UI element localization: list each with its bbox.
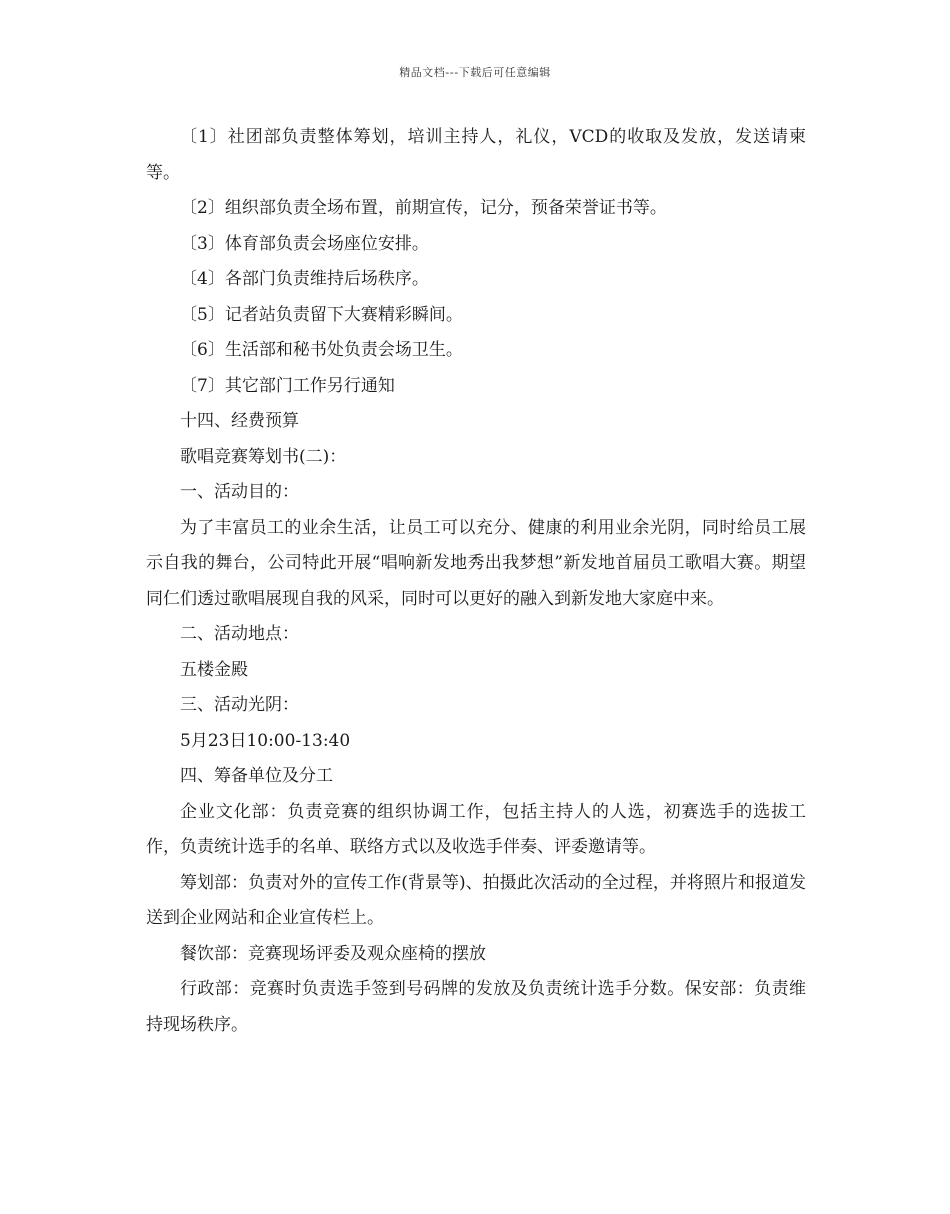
paragraph: 餐饮部：竞赛现场评委及观众座椅的摆放 [180, 943, 486, 964]
paragraph: 〔3〕体育部负责会场座位安排。 [180, 233, 429, 254]
paragraph: 〔5〕记者站负责留下大赛精彩瞬间。 [180, 304, 463, 325]
paragraph: 筹划部：负责对外的宣传工作(背景等)、拍摄此次活动的全过程，并将照片和报道发送到企业网站和企业宣传栏上。 [146, 872, 806, 928]
paragraph: 行政部：竞赛时负责选手签到号码牌的发放及负责统计选手分数。保安部：负责维持现场秩序。 [146, 979, 806, 1035]
paragraph: 〔7〕其它部门工作另行通知 [180, 375, 395, 396]
paragraph: 5月23日10:00-13:40 [180, 730, 351, 751]
paragraph: 五楼金殿 [180, 659, 248, 680]
paragraph: 〔2〕组织部负责全场布置，前期宣传，记分，预备荣誉证书等。 [180, 198, 667, 218]
page-header: 精品文档---下载后可任意编辑 [399, 66, 551, 79]
section-heading: 十四、经费预算 [180, 411, 299, 431]
paragraph: 〔6〕生活部和秘书处负责会场卫生。 [180, 340, 463, 360]
section-heading: 四、筹备单位及分工 [180, 766, 333, 786]
paragraph: 企业文化部：负责竞赛的组织协调工作，包括主持人的人选，初赛选手的选拔工作，负责统计选手的名单、联络方式以及收选手伴奏、评委邀请等。 [146, 801, 806, 857]
section-heading: 一、活动目的： [180, 482, 299, 502]
paragraph: 为了丰富员工的业余生活，让员工可以充分、健康的利用业余光阴，同时给员工展示自我的舞台，公司特此开展“唱响新发地秀出我梦想”新发地首届员工歌唱大赛。期望同仁们透过歌唱展现自我的风采，同时可以更好的融入到新发地大家庭中来。 [146, 517, 806, 609]
document-subtitle: 歌唱竞赛筹划书(二)： [180, 446, 347, 467]
paragraph: 〔1〕社团部负责整体筹划，培训主持人，礼仪，VCD的收取及发放，发送请柬等。 [146, 127, 806, 183]
paragraph: 〔4〕各部门负责维持后场秩序。 [180, 269, 429, 289]
section-heading: 三、活动光阴： [180, 695, 299, 715]
document-body [146, 120, 806, 1043]
section-heading: 二、活动地点： [180, 624, 299, 644]
